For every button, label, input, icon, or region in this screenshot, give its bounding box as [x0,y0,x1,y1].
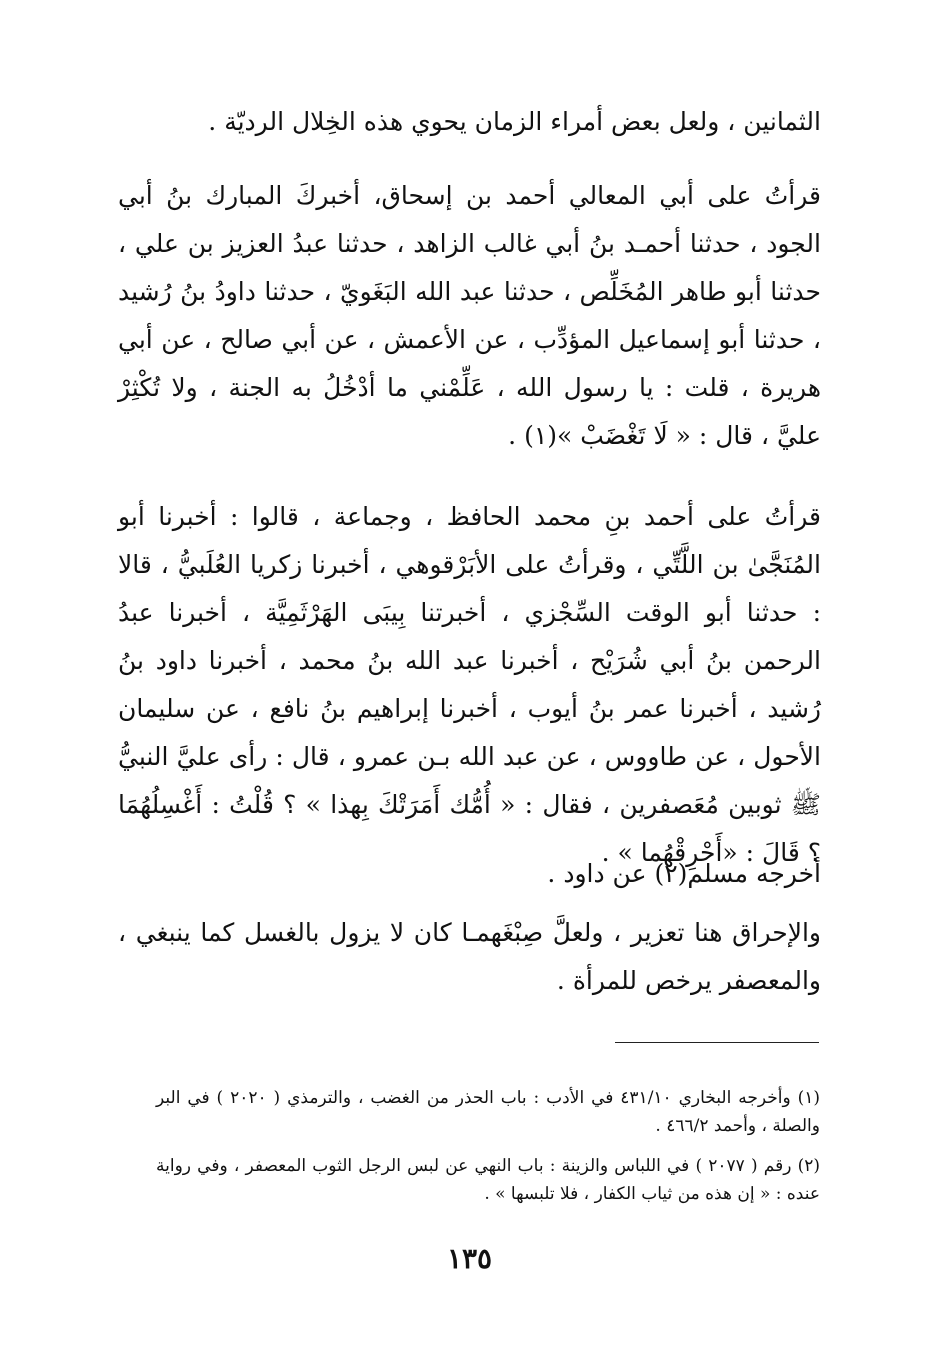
page-number: ١٣٥ [446,1242,493,1275]
paragraph-2: قرأتُ على أحمد بنِ محمد الحافظ ، وجماعة ، قالوا : أخبرنا أبو المُنَجَّىٰ بن اللَّتِّي ، وقرأتُ على الأبَرْقوهي ، أخبرنا زكريا العُلَبيُّ ، قالا : حدثنا أبو الوقت السِّجْزي ، أخبرتنا بِيبَى الهَرْثَمِيَّة ، أخبرنا عبدُ الرحمن بنُ أبي شُرَيْح ، أخبرنا عبد الله بنُ محمد ، أخبرنا داود بنُ رُشيد ، أخبرنا عمر بنُ أيوب ، أخبرنا إبراهيم بنُ نافع ، عن سليمان الأحول ، عن طاووس ، عن عبد الله بـن عمرو ، قال : رأى عليَّ النبيُّ ﷺ ثوبين مُعَصفرين ، فقال : « أُمُّك أَمَرَتْكَ بِهذا » ؟ قُلْتُ : أَغْسِلُهُمَا ؟ قَالَ : «أَحْرِقْهُما » . [118,502,821,867]
paragraph-1: قرأتُ على أبي المعالي أحمد بن إسحاق، أخبركَ المبارك بنُ أبي الجود ، حدثنا أحمـد بنُ أبي غالب الزاهد ، حدثنا عبدُ العزيز بن علي ، حدثنا أبو طاهر المُخَلِّص ، حدثنا عبد الله البَغَويّ ، حدثنا داودُ بنُ رُشيد ، حدثنا أبو إسماعيل المؤدِّب ، عن الأعمش ، عن أبي صالح ، عن أبي هريرة ، قلت : يا رسول الله ، عَلِّمْني ما أدْخُلُ به الجنة ، ولا تُكْثِرْ عليَّ ، قال : « لَا تَغْضَبْ »(١) . [118,181,821,450]
paragraph-4: والإحراق هنا تعزير ، ولعلَّ صِبْغَهمـا كان لا يزول بالغسل كما ينبغي ، والمعصفر يرخص للمرأة . [118,918,821,995]
footnote-divider [615,1042,819,1043]
paragraph-3: أخرجه مسلم(٢) عن داود . [547,859,821,888]
footnote-1: (١) وأخرجه البخاري ٤٣١/١٠ في الأدب : باب الحذر من الغضب ، والترمذي ( ٢٠٢٠ ) في البر والصلة ، وأحمد ٤٦٦/٢ . [156,1088,820,1136]
intro-line: الثمانين ، ولعل بعض أمراء الزمان يحوي هذه الخِلال الرديّة . [208,107,821,136]
footnote-2: (٢) رقم ( ٢٠٧٧ ) في اللباس والزينة : باب النهي عن لبس الرجل الثوب المعصفر ، وفي رواية عنده : « إن هذه من ثياب الكفار ، فلا تلبسها » . [156,1156,820,1204]
